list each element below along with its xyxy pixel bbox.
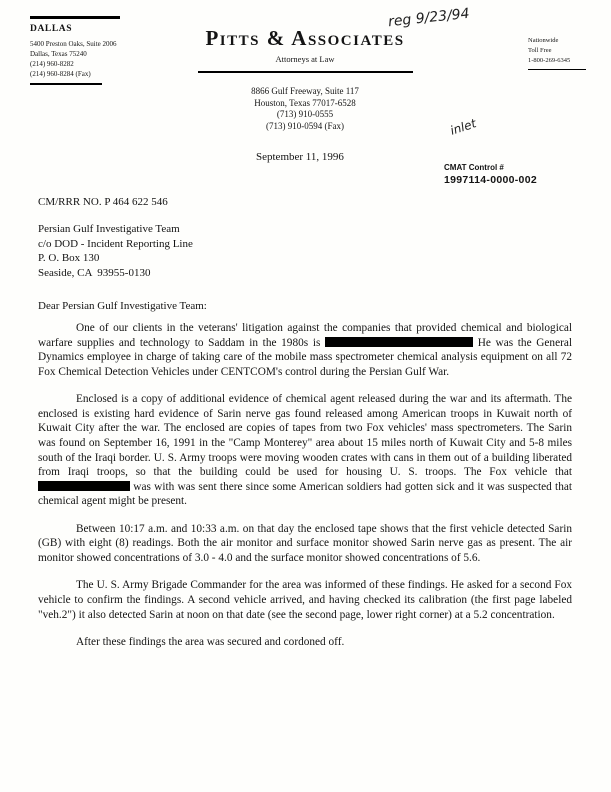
divider [528, 69, 586, 70]
divider [30, 83, 102, 85]
divider [198, 71, 413, 73]
cmat-control-stamp [444, 163, 537, 186]
firm-tagline: Attorneys at Law [275, 54, 335, 64]
paragraph-text: After these findings the area was secured and cordoned off. [76, 636, 345, 649]
paragraph-text: was with was sent there since some American soldiers had gotten sick and it was suspected that chemical agent might be present. [38, 480, 572, 508]
letterhead-branch-block [30, 16, 120, 85]
branch-address-line: (214) 960-8284 (Fax) [30, 70, 91, 79]
body-paragraph [38, 321, 572, 379]
divider [30, 16, 120, 19]
handwritten-received-date: reg 9/23/94 [387, 5, 471, 31]
firm-name: Pitts & Associates [205, 26, 405, 50]
recipient-address-line: P. O. Box 130 [38, 252, 100, 265]
recipient-address-line: c/o DOD - Incident Reporting Line [38, 237, 193, 250]
handwritten-note: inlet [448, 116, 478, 138]
office-address-line: (713) 910-0594 (Fax) [266, 121, 344, 132]
office-address-line: Houston, Texas 77017-6528 [254, 97, 356, 108]
tollfree-line: Nationwide [528, 37, 559, 44]
recipient-address-line: Seaside, CA 93955-0130 [38, 266, 151, 279]
body-paragraph [38, 578, 572, 622]
paragraph-text: One of our clients in the veterans' litigation against the companies that provided chemical and biological warfare supplies and technology to Saddam in the 1980s is [38, 322, 572, 349]
branch-address-line: Dallas, Texas 75240 [30, 49, 87, 58]
paragraph-text: Enclosed is a copy of additional evidence of chemical agent released during the war and its aftermath. The enclosed is existing hard evidence of Sarin nerve gas found released among American troops in Kuwait north of Kuwait City after the war. The enclosed are copies of tapes from two Fox vehicles' mass spectrometers. The Sarin was found on September 16, 1991 in the "Camp Monterey" area about 15 miles north of Kuwait City and 5-8 miles south of the Iraqi border. U. S. Army troops were moving wooden crates with cans in them out of a building liberated from Iraqi troops, so that the building could be used for housing U. S. troops. The Fox vehicle that [38, 393, 572, 479]
body-paragraph [38, 522, 572, 566]
salutation: Dear Persian Gulf Investigative Team: [38, 300, 207, 312]
letter-body [38, 321, 572, 663]
office-address-line: 8866 Gulf Freeway, Suite 117 [251, 86, 359, 96]
branch-name: DALLAS [30, 24, 73, 34]
letterhead-center-block [150, 26, 460, 73]
tollfree-line: Toll Free [528, 47, 552, 55]
letterhead-tollfree-block [528, 36, 592, 70]
recipient-address-line: Persian Gulf Investigative Team [38, 223, 180, 235]
certified-mail-reference: CM/RRR NO. P 464 622 546 [38, 196, 168, 208]
letter-date: September 11, 1996 [256, 151, 344, 163]
office-address-line: (713) 910-0555 [276, 109, 334, 120]
paragraph-text: The U. S. Army Brigade Commander for the area was informed of these findings. He asked for a second Fox vehicle to confirm the findings. A second vehicle arrived, and having checked its calibration (the first page labeled "veh.2") it also detected Sarin at noon on that date (see the second page, lower right corner) at a 5.2 concentration. [38, 579, 572, 621]
branch-address-line: (214) 960-8282 [30, 60, 74, 69]
body-paragraph [38, 635, 572, 650]
redaction-bar [38, 481, 130, 491]
office-address [150, 86, 460, 133]
branch-address-line: 5400 Preston Oaks, Suite 2006 [30, 39, 117, 48]
redaction-bar [325, 337, 473, 347]
recipient-address [38, 222, 193, 280]
paragraph-text: Between 10:17 a.m. and 10:33 a.m. on that day the enclosed tape shows that the first vehicle detected Sarin (GB) with eight (8) readings. Both the air monitor and surface monitor showed Sarin nerve gas as present. The air monitor showed concentrations of 3.0 - 4.0 and the surface monitor showed concentrations of 5.6. [38, 522, 572, 564]
body-paragraph [38, 392, 572, 509]
branch-address [30, 39, 120, 80]
paragraph-text: He was the General Dynamics employee in charge of taking care of the mobile mass spectrometer chemical analysis equipment on all 72 Fox Chemical Detection Vehicles under CENTCOM's control during the Persian Gulf War. [38, 336, 573, 378]
tollfree-line: 1-800-269-6345 [528, 57, 571, 65]
cmat-control-label: CMAT Control # [444, 163, 504, 172]
cmat-control-number: 1997114-0000-002 [444, 174, 537, 186]
tollfree-lines [528, 36, 592, 66]
